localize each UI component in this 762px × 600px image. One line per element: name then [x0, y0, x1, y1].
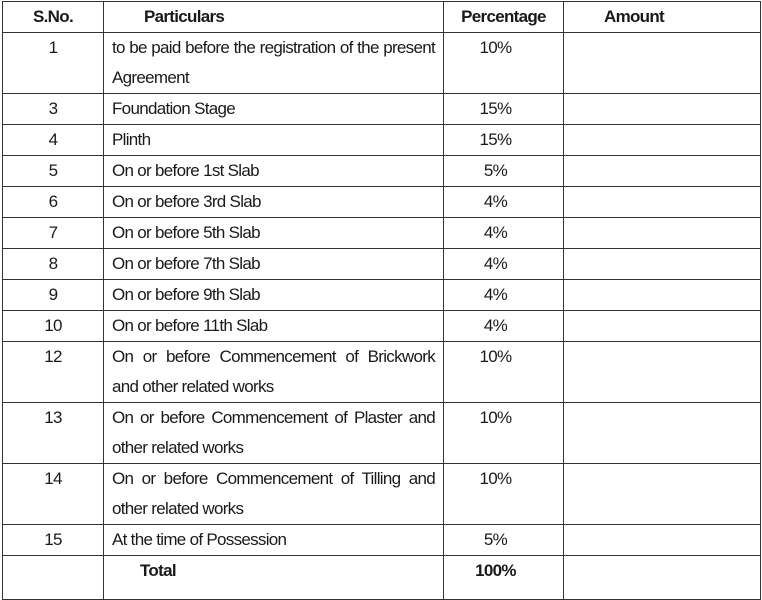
percentage-cell: 4% [444, 311, 564, 342]
table-row [3, 94, 761, 125]
sno-cell: 13 [3, 403, 104, 464]
table-row [3, 280, 761, 311]
amount-cell [564, 311, 761, 342]
header-particulars: Particulars [104, 2, 444, 33]
table-row [3, 125, 761, 156]
particulars-cell: On or before 5th Slab [104, 218, 444, 249]
table-row [3, 33, 761, 94]
amount-cell [564, 280, 761, 311]
percentage-cell: 5% [444, 525, 564, 556]
percentage-cell: 5% [444, 156, 564, 187]
sno-cell: 3 [3, 94, 104, 125]
particulars-cell: On or before Commencement of Brickwork and other related works [104, 342, 444, 403]
sno-cell: 14 [3, 464, 104, 525]
percentage-cell: 4% [444, 187, 564, 218]
sno-cell: 15 [3, 525, 104, 556]
header-row [3, 2, 761, 33]
amount-cell [564, 156, 761, 187]
sno-cell: 5 [3, 156, 104, 187]
total-label: Total [104, 556, 444, 600]
particulars-cell: On or before 3rd Slab [104, 187, 444, 218]
header-percentage: Percentage [444, 2, 564, 33]
particulars-cell: to be paid before the registration of the present Agreement [104, 33, 444, 94]
amount-cell [564, 403, 761, 464]
header-sno: S.No. [3, 2, 104, 33]
particulars-cell: Foundation Stage [104, 94, 444, 125]
table-row [3, 464, 761, 525]
sno-cell: 1 [3, 33, 104, 94]
amount-cell [564, 464, 761, 525]
particulars-cell: On or before 1st Slab [104, 156, 444, 187]
percentage-cell: 15% [444, 94, 564, 125]
percentage-cell: 4% [444, 249, 564, 280]
percentage-cell: 10% [444, 33, 564, 94]
particulars-cell: On or before Commencement of Plaster and other related works [104, 403, 444, 464]
percentage-cell: 4% [444, 218, 564, 249]
amount-cell [564, 249, 761, 280]
amount-cell [564, 187, 761, 218]
table-row [3, 187, 761, 218]
sno-cell: 8 [3, 249, 104, 280]
table-row [3, 525, 761, 556]
table-row [3, 249, 761, 280]
sno-cell: 10 [3, 311, 104, 342]
header-amount: Amount [564, 2, 761, 33]
percentage-cell: 10% [444, 342, 564, 403]
percentage-cell: 10% [444, 464, 564, 525]
particulars-cell: On or before Commencement of Tilling and other related works [104, 464, 444, 525]
sno-cell: 9 [3, 280, 104, 311]
amount-cell [564, 525, 761, 556]
sno-cell: 6 [3, 187, 104, 218]
particulars-cell: Plinth [104, 125, 444, 156]
amount-cell [564, 33, 761, 94]
amount-cell [564, 218, 761, 249]
particulars-cell: On or before 9th Slab [104, 280, 444, 311]
particulars-cell: On or before 11th Slab [104, 311, 444, 342]
table-row [3, 403, 761, 464]
percentage-cell: 10% [444, 403, 564, 464]
particulars-cell: At the time of Possession [104, 525, 444, 556]
sno-cell: 12 [3, 342, 104, 403]
sno-cell: 7 [3, 218, 104, 249]
total-percentage: 100% [444, 556, 564, 600]
particulars-cell: On or before 7th Slab [104, 249, 444, 280]
percentage-cell: 4% [444, 280, 564, 311]
percentage-cell: 15% [444, 125, 564, 156]
amount-cell [564, 342, 761, 403]
table-row [3, 311, 761, 342]
table-row [3, 156, 761, 187]
payment-schedule-table [2, 1, 761, 600]
sno-cell: 4 [3, 125, 104, 156]
table-row [3, 218, 761, 249]
table-row [3, 342, 761, 403]
amount-cell [564, 125, 761, 156]
amount-cell [564, 94, 761, 125]
